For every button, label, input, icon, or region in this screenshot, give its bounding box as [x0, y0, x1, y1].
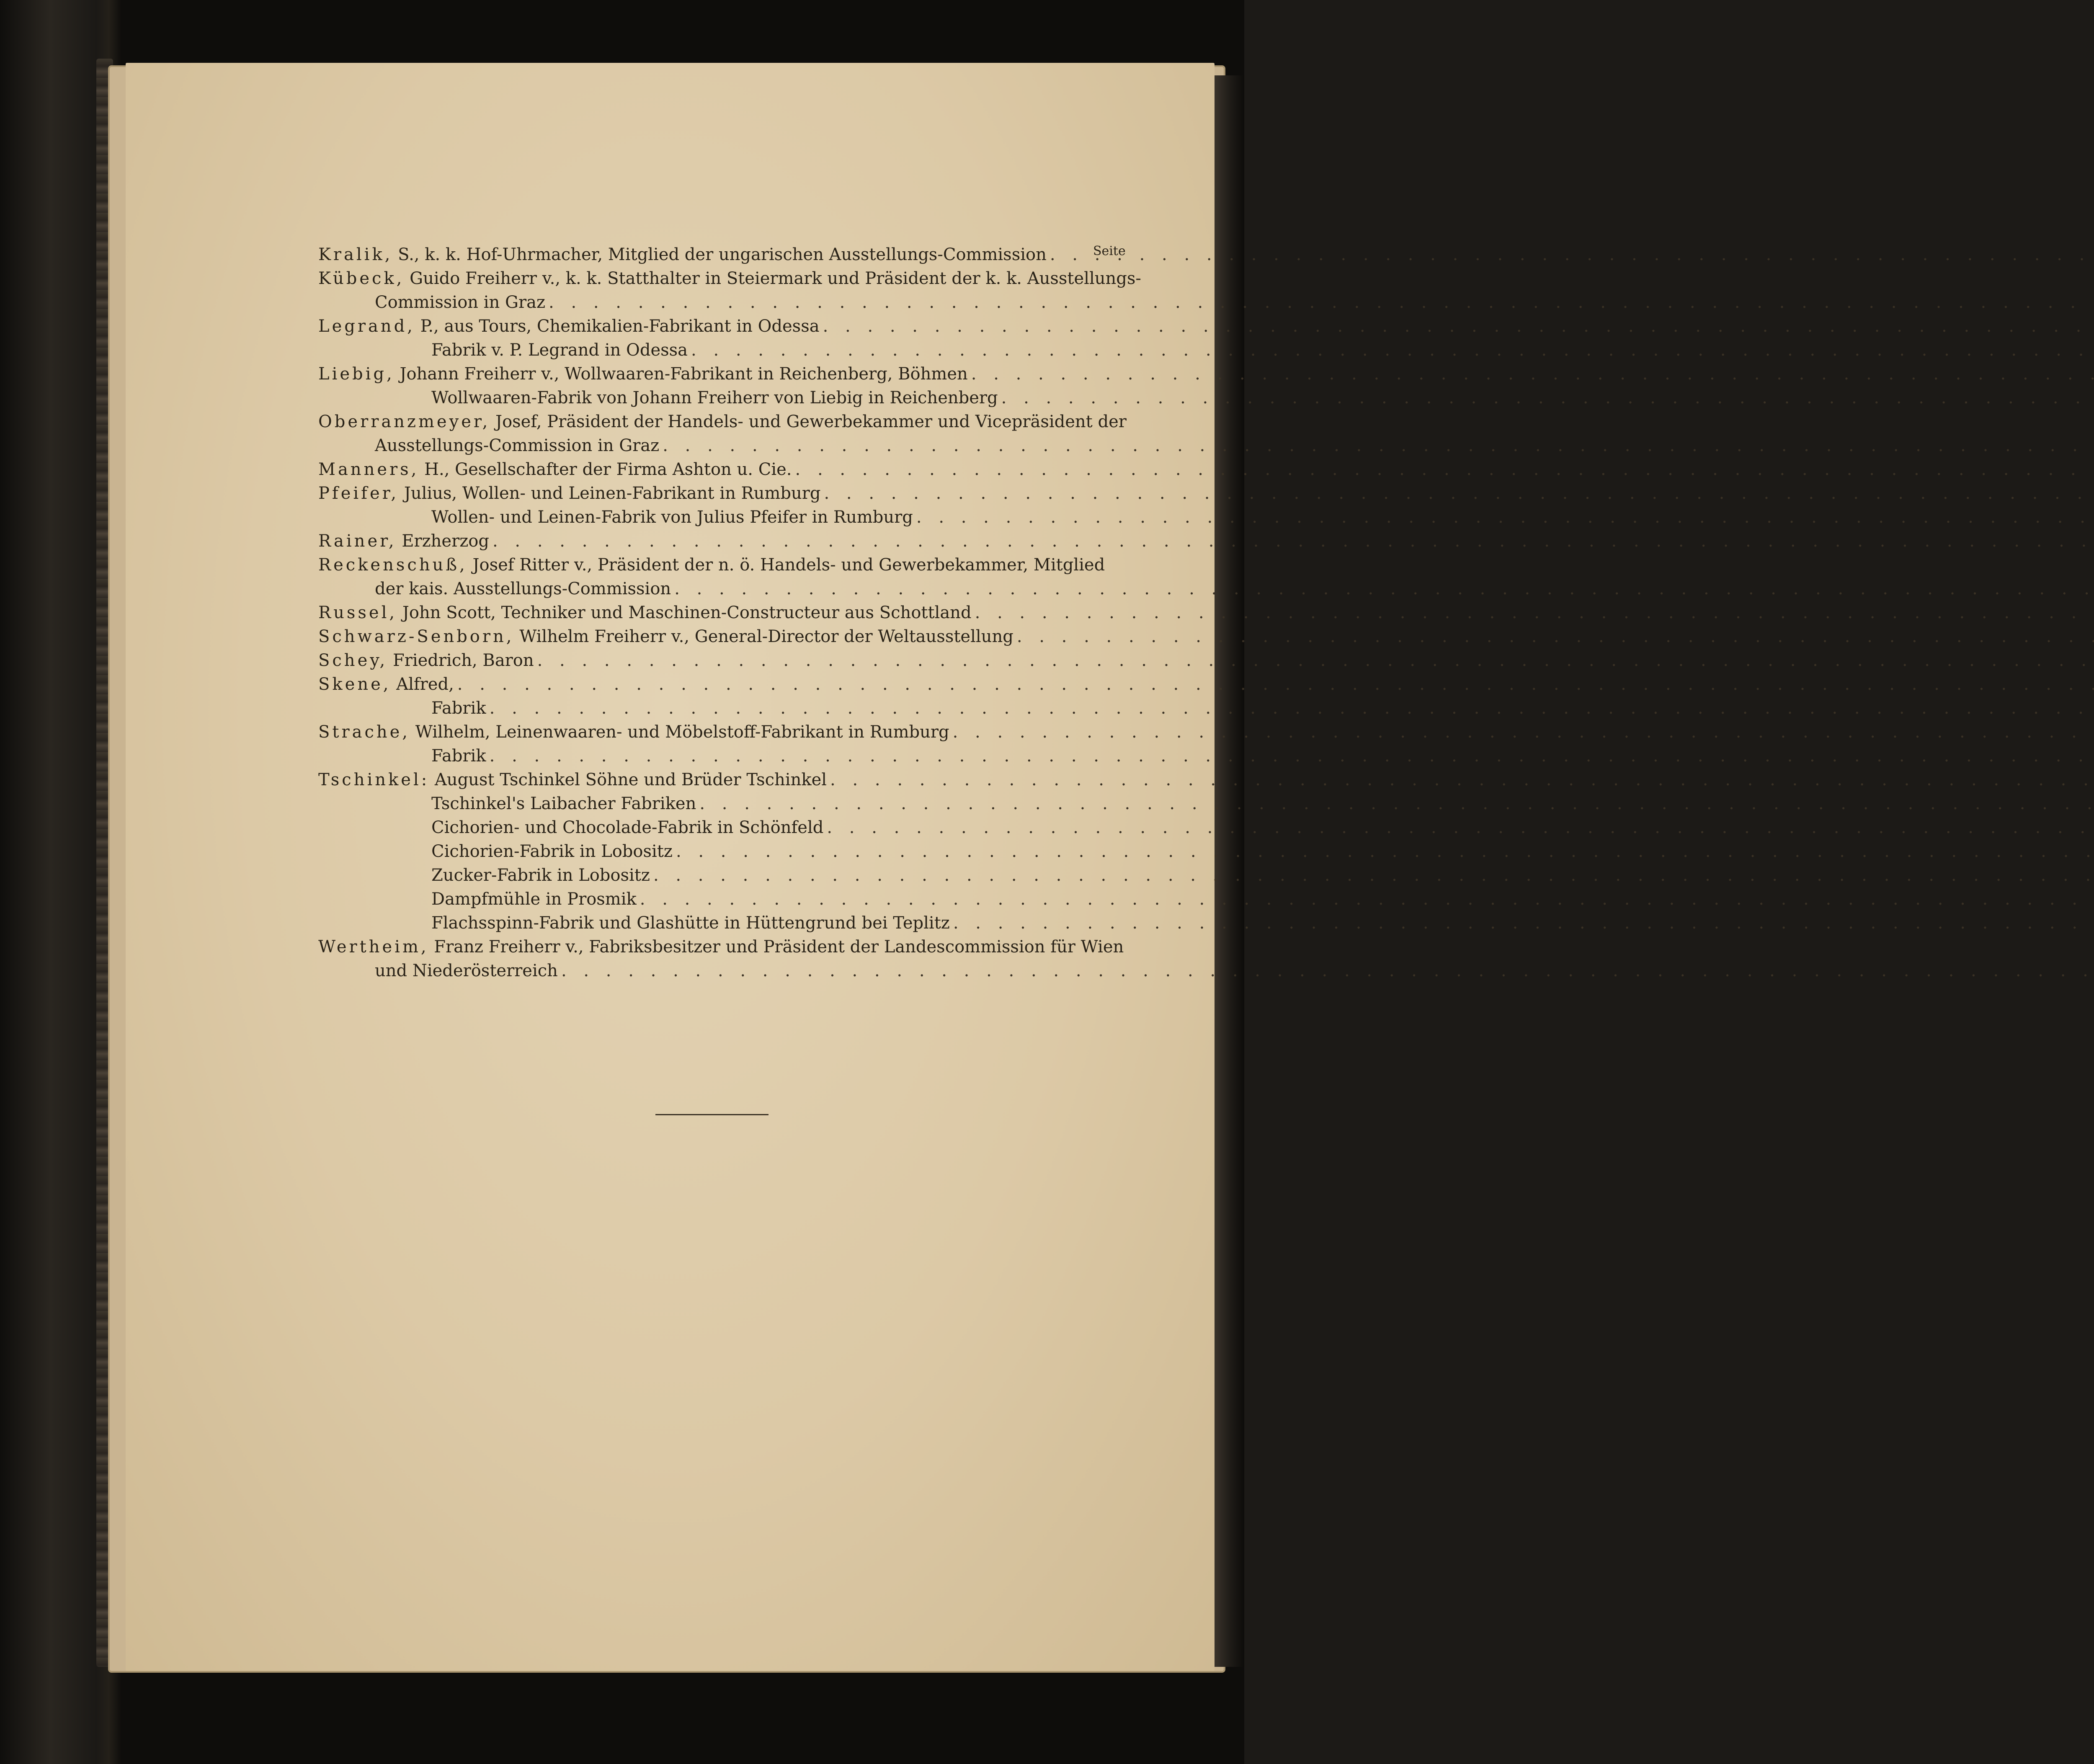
toc-entry	[318, 529, 1114, 553]
toc-entry	[318, 458, 1114, 482]
toc-entry	[318, 577, 1114, 601]
dot-leader	[676, 840, 2094, 864]
toc-entry	[318, 911, 1114, 935]
toc-entry-description: Guido Freiherr v., k. k. Statthalter in Steiermark und Präsident der k. k. Ausstellungs-	[404, 269, 1141, 288]
dot-leader	[795, 458, 2094, 482]
toc-entry-text	[431, 911, 950, 935]
toc-entry-description: Erzherzog	[396, 531, 489, 551]
toc-entry-text	[318, 482, 820, 505]
dot-leader	[537, 649, 2094, 673]
toc-entry-description: Julius, Wollen- und Leinen-Fabrikant in Rumburg	[399, 484, 821, 503]
toc-entry-text	[318, 362, 968, 386]
toc-entry-description: Fabrik	[431, 699, 486, 718]
dot-leader	[830, 768, 2094, 792]
dot-leader	[975, 601, 2094, 625]
dot-leader	[674, 577, 2094, 601]
dot-leader	[824, 482, 2094, 505]
toc-entry-text	[318, 315, 820, 338]
toc-entry-text	[318, 458, 792, 482]
toc-entry	[318, 768, 1114, 792]
toc-entry	[318, 601, 1114, 625]
toc-entry-text	[431, 864, 650, 887]
toc-entry-text	[431, 887, 637, 911]
toc-entry-text	[431, 816, 823, 840]
toc-entry-text	[431, 792, 696, 816]
toc-entry-description: und Niederösterreich	[375, 961, 558, 980]
toc-entry	[318, 840, 1114, 864]
dot-leader	[953, 911, 2094, 935]
toc-entry-description: Wollen- und Leinen-Fabrik von Julius Pfeifer in Rumburg	[431, 508, 913, 527]
toc-entry-description: Fabrik	[431, 746, 486, 766]
toc-entry	[318, 744, 1114, 768]
toc-entry-description: Commission in Graz	[375, 293, 546, 312]
toc-entry	[318, 386, 1114, 410]
toc-entry-description: Zucker-Fabrik in Lobositz	[431, 866, 650, 885]
toc-entry-text	[375, 577, 671, 601]
toc-entry-name: Kralik,	[318, 245, 393, 264]
dot-leader	[457, 673, 2094, 696]
toc-entry-name: Pfeifer,	[318, 484, 399, 503]
toc-entry-text	[318, 720, 949, 744]
toc-entry-text	[318, 768, 827, 792]
toc-entry-text	[318, 601, 972, 625]
toc-entry-description: Franz Freiherr v., Fabriksbesitzer und Präsident der Landescommission für Wien	[428, 937, 1124, 957]
toc-entry-description: Ausstellungs-Commission in Graz	[375, 436, 660, 455]
toc-entry-text	[431, 840, 673, 864]
dot-leader	[493, 529, 2094, 553]
toc-entry-description: H., Gesellschafter der Firma Ashton u. Cie.	[419, 460, 792, 479]
toc-entry-description: Johann Freiherr v., Wollwaaren-Fabrikant in Reichenberg, Böhmen	[394, 364, 968, 384]
dot-leader	[490, 744, 2094, 768]
toc-entry-description: P., aus Tours, Chemikalien-Fabrikant in Odessa	[415, 317, 820, 336]
toc-entry	[318, 696, 1114, 720]
toc-entry-name: Liebig,	[318, 364, 395, 384]
dot-leader	[1001, 386, 2094, 410]
toc-entry-name: Strache,	[318, 722, 410, 742]
toc-entry	[318, 410, 1127, 434]
toc-entry-description: Wilhelm Freiherr v., General-Director der Weltausstellung	[514, 627, 1013, 646]
toc-entry	[318, 482, 1114, 505]
toc-entry-text	[318, 243, 1047, 267]
page-column-header: Seite	[1093, 244, 1126, 258]
toc-entry-text	[318, 553, 1105, 577]
toc-entry-text	[431, 386, 998, 410]
toc-entry-description: Flachsspinn-Fabrik und Glashütte in Hüttengrund bei Teplitz	[431, 913, 950, 933]
toc-entry-text	[318, 529, 489, 553]
toc-entry	[318, 315, 1114, 338]
toc-entry-text	[318, 410, 1127, 434]
dot-leader	[640, 887, 2094, 911]
dot-leader	[971, 362, 2094, 386]
toc-entry	[318, 434, 1114, 458]
toc-entry-text	[318, 935, 1124, 959]
toc-entry	[318, 243, 1114, 267]
toc-entry-name: Kübeck,	[318, 269, 405, 288]
dot-leader	[916, 505, 2094, 529]
toc-entry-name: Schey,	[318, 651, 388, 670]
toc-entry	[318, 959, 1114, 983]
dot-leader	[699, 792, 2094, 816]
toc-entry-description: Wilhelm, Leinenwaaren- und Möbelstoff-Fabrikant in Rumburg	[410, 722, 949, 742]
toc-entry-description: Dampfmühle in Prosmik	[431, 890, 637, 909]
dot-leader	[561, 959, 2094, 983]
toc-entry-description: August Tschinkel Söhne und Brüder Tschinkel	[429, 770, 827, 789]
dot-leader	[953, 720, 2094, 744]
toc-entry-description: Alfred,	[391, 675, 454, 694]
toc-entry	[318, 864, 1114, 887]
toc-entry-description: John Scott, Techniker und Maschinen-Constructeur aus Schottland	[397, 603, 972, 622]
toc-entry-name: Russel,	[318, 603, 397, 622]
toc-entry-text	[431, 505, 913, 529]
toc-entry	[318, 291, 1114, 315]
toc-entry-description: Tschinkel's Laibacher Fabriken	[431, 794, 696, 813]
dot-leader	[1050, 243, 2094, 267]
toc-entry-description: der kais. Ausstellungs-Commission	[375, 579, 671, 598]
toc-entry	[318, 935, 1124, 959]
toc-entry-description: Cichorien-Fabrik in Lobositz	[431, 842, 673, 861]
toc-entry-text	[318, 649, 534, 673]
section-divider	[655, 1114, 768, 1115]
toc-entry	[318, 792, 1114, 816]
toc-entry-text	[318, 673, 454, 696]
toc-entry-description: S., k. k. Hof-Uhrmacher, Mitglied der ungarischen Ausstellungs-Commission	[392, 245, 1047, 264]
toc-entry-text	[318, 267, 1141, 291]
toc-entry-description: Friedrich, Baron	[387, 651, 534, 670]
toc-entry-name: Skene,	[318, 675, 391, 694]
toc-entry	[318, 338, 1114, 362]
toc-entry-name: Legrand,	[318, 317, 415, 336]
toc-entry	[318, 887, 1114, 911]
toc-entry	[318, 649, 1114, 673]
table-of-contents	[318, 243, 1141, 983]
toc-entry-text	[431, 696, 486, 720]
toc-entry-name: Oberranzmeyer,	[318, 412, 490, 431]
toc-entry-name: Rainer,	[318, 531, 397, 551]
toc-entry-description: Josef Ritter v., Präsident der n. ö. Handels- und Gewerbekammer, Mitglied	[467, 555, 1105, 575]
dot-leader	[827, 816, 2094, 840]
toc-entry-text	[375, 959, 558, 983]
toc-entry	[318, 505, 1114, 529]
toc-entry-description: Wollwaaren-Fabrik von Johann Freiherr von Liebig in Reichenberg	[431, 388, 998, 407]
toc-entry-text	[431, 744, 486, 768]
toc-entry	[318, 362, 1114, 386]
toc-entry-text	[375, 291, 545, 315]
toc-entry-name: Reckenschuß,	[318, 555, 467, 575]
toc-entry	[318, 816, 1114, 840]
toc-entry	[318, 553, 1114, 577]
dot-leader	[823, 315, 2094, 338]
toc-entry-description: Cichorien- und Chocolade-Fabrik in Schönfeld	[431, 818, 824, 837]
toc-entry-text	[431, 338, 688, 362]
toc-entry-name: Tschinkel:	[318, 770, 430, 789]
toc-entry-text	[318, 625, 1013, 649]
toc-entry-text	[375, 434, 659, 458]
toc-entry	[318, 625, 1114, 649]
toc-entry-name: Manners,	[318, 460, 419, 479]
dot-leader	[653, 864, 2094, 887]
dot-leader	[691, 338, 2094, 362]
toc-entry	[318, 673, 1114, 696]
dot-leader	[663, 434, 2094, 458]
toc-entry-description: Fabrik v. P. Legrand in Odessa	[431, 340, 688, 360]
dot-leader	[1017, 625, 2094, 649]
toc-entry	[318, 267, 1141, 291]
dot-leader	[490, 696, 2094, 720]
dot-leader	[549, 291, 2094, 315]
toc-entry-name: Wertheim,	[318, 937, 429, 957]
toc-entry-description: Josef, Präsident der Handels- und Gewerbekammer und Vicepräsident der	[490, 412, 1127, 431]
toc-entry-name: Schwarz-Senborn,	[318, 627, 514, 646]
toc-entry	[318, 720, 1114, 744]
